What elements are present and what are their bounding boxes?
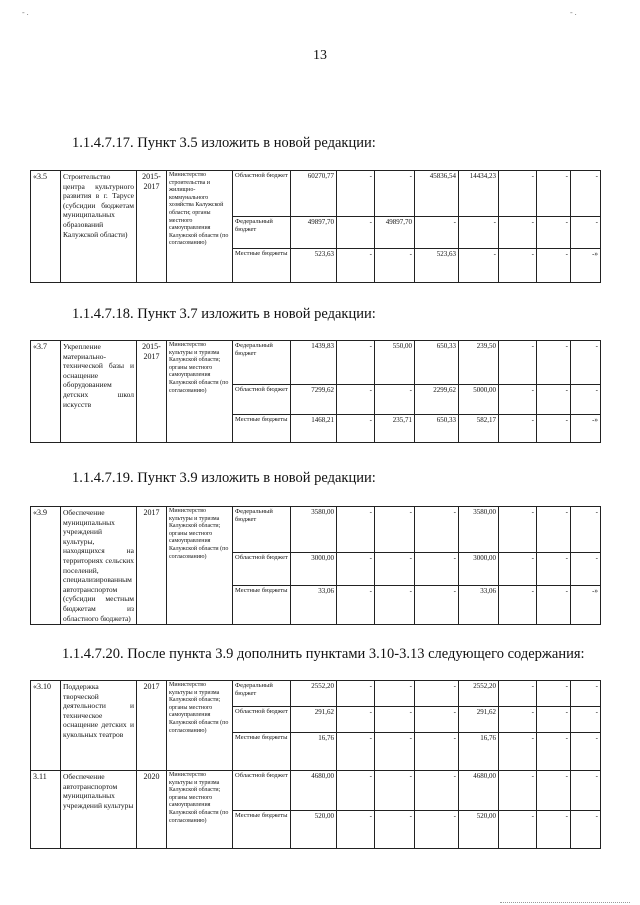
funding-source: Федеральный бюджет bbox=[233, 341, 291, 385]
amount-cell: 650,33 bbox=[415, 341, 459, 385]
page-number: 13 bbox=[313, 48, 327, 63]
item-name: Обеспечение муниципальных учреждений культуры, находящихся на территориях сельских поселений, специализированным автотранспортом (субсидии местным бюджетам из областного бюджета) bbox=[61, 507, 137, 625]
amount-cell: - bbox=[499, 585, 537, 624]
amount-cell: - bbox=[571, 681, 601, 707]
item-number: «3.10 bbox=[31, 681, 61, 771]
amount-cell: - bbox=[499, 415, 537, 443]
amount-cell: - bbox=[375, 707, 415, 733]
amount-cell: -» bbox=[571, 249, 601, 283]
amount-cell: - bbox=[499, 707, 537, 733]
amount-cell: 49897,70 bbox=[375, 217, 415, 249]
amount-cell: 4680,00 bbox=[459, 771, 499, 811]
section-heading: 1.1.4.7.18. Пункт 3.7 изложить в новой редакции: bbox=[72, 306, 376, 322]
amount-cell: - bbox=[571, 771, 601, 811]
amount-cell: - bbox=[337, 249, 375, 283]
amount-total: 520,00 bbox=[291, 811, 337, 849]
amount-cell: - bbox=[499, 552, 537, 585]
amount-cell: - bbox=[499, 341, 537, 385]
amount-cell: - bbox=[337, 171, 375, 217]
item-number: «3.9 bbox=[31, 507, 61, 625]
amount-cell: 523,63 bbox=[415, 249, 459, 283]
amount-cell: 45836,54 bbox=[415, 171, 459, 217]
amount-cell: - bbox=[499, 771, 537, 811]
funding-source: Федеральный бюджет bbox=[233, 217, 291, 249]
funding-source: Федеральный бюджет bbox=[233, 681, 291, 707]
amount-cell: - bbox=[415, 811, 459, 849]
amount-cell: 582,17 bbox=[459, 415, 499, 443]
amount-total: 523,63 bbox=[291, 249, 337, 283]
amount-cell: 2552,20 bbox=[459, 681, 499, 707]
table-row bbox=[31, 171, 623, 217]
amount-total: 3000,00 bbox=[291, 552, 337, 585]
table-row bbox=[31, 771, 623, 811]
item-executor: Министерство культуры и туризма Калужской области; органы местного самоуправления Калужской области (по согласованию) bbox=[167, 681, 233, 771]
amount-total: 3580,00 bbox=[291, 507, 337, 553]
scan-artifact: - . bbox=[570, 8, 577, 17]
amount-cell: - bbox=[499, 507, 537, 553]
amount-cell: - bbox=[337, 811, 375, 849]
funding-source: Местные бюджеты bbox=[233, 811, 291, 849]
section-heading: 1.1.4.7.17. Пункт 3.5 изложить в новой редакции: bbox=[72, 135, 376, 151]
amount-cell: - bbox=[415, 707, 459, 733]
amount-cell: - bbox=[375, 385, 415, 415]
item-years: 2020 bbox=[137, 771, 167, 849]
amount-cell: - bbox=[499, 811, 537, 849]
amount-cell: - bbox=[571, 707, 601, 733]
amount-cell: 650,33 bbox=[415, 415, 459, 443]
amount-cell: - bbox=[415, 733, 459, 771]
amount-cell: 235,71 bbox=[375, 415, 415, 443]
amount-total: 49897,70 bbox=[291, 217, 337, 249]
amount-cell: 14434,23 bbox=[459, 171, 499, 217]
amount-cell: - bbox=[537, 249, 571, 283]
amount-cell: 550,00 bbox=[375, 341, 415, 385]
item-name: Поддержка творческой деятельности и техническое оснащение детских и кукольных театров bbox=[61, 681, 137, 771]
funding-source: Областной бюджет bbox=[233, 771, 291, 811]
funding-source: Областной бюджет bbox=[233, 385, 291, 415]
amount-cell: - bbox=[375, 249, 415, 283]
amount-cell: - bbox=[499, 217, 537, 249]
amount-cell: - bbox=[499, 171, 537, 217]
item-years: 2015-2017 bbox=[137, 341, 167, 443]
amount-cell: - bbox=[537, 385, 571, 415]
amount-cell: - bbox=[337, 585, 375, 624]
funding-source: Федеральный бюджет bbox=[233, 507, 291, 553]
amount-cell: - bbox=[337, 341, 375, 385]
amount-cell: 5000,00 bbox=[459, 385, 499, 415]
item-years: 2017 bbox=[137, 681, 167, 771]
section-heading: 1.1.4.7.19. Пункт 3.9 изложить в новой редакции: bbox=[72, 470, 376, 486]
amount-cell: - bbox=[459, 217, 499, 249]
amount-cell: - bbox=[337, 733, 375, 771]
amount-total: 33,06 bbox=[291, 585, 337, 624]
item-name: Строительство центра культурного развития в г. Тарусе (субсидии бюджетам муниципальных образований Калужской области) bbox=[61, 171, 137, 283]
amount-cell: - bbox=[537, 341, 571, 385]
amount-cell: - bbox=[537, 585, 571, 624]
section-heading: 1.1.4.7.20. После пункта 3.9 дополнить пунктами 3.10-3.13 следующего содержания: bbox=[62, 646, 585, 662]
amount-cell: 33,06 bbox=[459, 585, 499, 624]
amount-cell: 3000,00 bbox=[459, 552, 499, 585]
amount-cell: - bbox=[337, 217, 375, 249]
amount-cell: -» bbox=[571, 415, 601, 443]
item-executor: Министерство культуры и туризма Калужской области; органы местного самоуправления Калужской области (по согласованию) bbox=[167, 341, 233, 443]
amount-cell: - bbox=[571, 385, 601, 415]
amount-total: 2552,20 bbox=[291, 681, 337, 707]
table-row bbox=[31, 681, 623, 707]
amount-total: 291,62 bbox=[291, 707, 337, 733]
amount-cell: - bbox=[375, 733, 415, 771]
amount-total: 16,76 bbox=[291, 733, 337, 771]
table-row bbox=[31, 341, 623, 385]
amount-cell: - bbox=[537, 217, 571, 249]
amount-cell: - bbox=[375, 552, 415, 585]
program-table bbox=[30, 506, 623, 625]
amount-cell: - bbox=[415, 217, 459, 249]
item-years: 2017 bbox=[137, 507, 167, 625]
amount-cell: 239,50 bbox=[459, 341, 499, 385]
item-number: 3.11 bbox=[31, 771, 61, 849]
funding-source: Местные бюджеты bbox=[233, 249, 291, 283]
amount-cell: - bbox=[415, 681, 459, 707]
amount-cell: - bbox=[375, 771, 415, 811]
amount-total: 60270,77 bbox=[291, 171, 337, 217]
amount-cell: 291,62 bbox=[459, 707, 499, 733]
amount-cell: - bbox=[375, 171, 415, 217]
funding-source: Областной бюджет bbox=[233, 707, 291, 733]
item-name: Обеспечение автотранспортом муниципальных учреждений культуры bbox=[61, 771, 137, 849]
table-row bbox=[31, 507, 623, 553]
amount-cell: - bbox=[337, 507, 375, 553]
amount-cell: 2299,62 bbox=[415, 385, 459, 415]
amount-cell: - bbox=[499, 385, 537, 415]
amount-cell: - bbox=[375, 585, 415, 624]
amount-cell: - bbox=[537, 771, 571, 811]
funding-source: Местные бюджеты bbox=[233, 415, 291, 443]
amount-cell: - bbox=[499, 681, 537, 707]
amount-cell: - bbox=[337, 707, 375, 733]
amount-cell: - bbox=[537, 171, 571, 217]
amount-cell: 520,00 bbox=[459, 811, 499, 849]
item-name: Укрепление материально-технической базы и оснащение оборудованием детских школ искусств bbox=[61, 341, 137, 443]
amount-cell: - bbox=[415, 771, 459, 811]
amount-cell: - bbox=[571, 341, 601, 385]
amount-cell: - bbox=[571, 171, 601, 217]
amount-total: 4680,00 bbox=[291, 771, 337, 811]
amount-cell: - bbox=[415, 552, 459, 585]
program-table bbox=[30, 680, 623, 849]
amount-cell: - bbox=[571, 733, 601, 771]
amount-cell: 3580,00 bbox=[459, 507, 499, 553]
amount-cell: - bbox=[537, 707, 571, 733]
item-executor: Министерство культуры и туризма Калужской области; органы местного самоуправления Калужской области (по согласованию) bbox=[167, 771, 233, 849]
funding-source: Областной бюджет bbox=[233, 552, 291, 585]
item-number: «3.5 bbox=[31, 171, 61, 283]
scan-artifact: - . bbox=[22, 8, 29, 17]
item-executor: Министерство строительства и жилищно-коммунального хозяйства Калужской области; органы местного самоуправления Калужской области (по согласованию) bbox=[167, 171, 233, 283]
amount-total: 7299,62 bbox=[291, 385, 337, 415]
amount-cell: - bbox=[337, 681, 375, 707]
amount-total: 1439,83 bbox=[291, 341, 337, 385]
amount-cell: - bbox=[571, 507, 601, 553]
amount-cell: - bbox=[571, 217, 601, 249]
amount-cell: - bbox=[375, 811, 415, 849]
amount-cell: - bbox=[571, 811, 601, 849]
item-executor: Министерство культуры и туризма Калужской области; органы местного самоуправления Калужской области (по согласованию) bbox=[167, 507, 233, 625]
amount-cell: 16,76 bbox=[459, 733, 499, 771]
amount-cell: - bbox=[537, 552, 571, 585]
amount-cell: - bbox=[375, 507, 415, 553]
amount-cell: - bbox=[337, 771, 375, 811]
amount-cell: - bbox=[537, 811, 571, 849]
funding-source: Местные бюджеты bbox=[233, 733, 291, 771]
amount-cell: - bbox=[337, 385, 375, 415]
amount-cell: - bbox=[337, 552, 375, 585]
scan-artifact bbox=[500, 902, 630, 903]
amount-cell: - bbox=[537, 733, 571, 771]
amount-cell: - bbox=[459, 249, 499, 283]
item-number: «3.7 bbox=[31, 341, 61, 443]
funding-source: Местные бюджеты bbox=[233, 585, 291, 624]
program-table bbox=[30, 170, 623, 283]
amount-cell: - bbox=[499, 733, 537, 771]
amount-cell: - bbox=[571, 552, 601, 585]
funding-source: Областной бюджет bbox=[233, 171, 291, 217]
amount-cell: - bbox=[375, 681, 415, 707]
amount-total: 1468,21 bbox=[291, 415, 337, 443]
program-table bbox=[30, 340, 623, 443]
amount-cell: - bbox=[499, 249, 537, 283]
amount-cell: - bbox=[537, 507, 571, 553]
amount-cell: -» bbox=[571, 585, 601, 624]
amount-cell: - bbox=[415, 585, 459, 624]
amount-cell: - bbox=[415, 507, 459, 553]
amount-cell: - bbox=[337, 415, 375, 443]
amount-cell: - bbox=[537, 415, 571, 443]
item-years: 2015-2017 bbox=[137, 171, 167, 283]
amount-cell: - bbox=[537, 681, 571, 707]
